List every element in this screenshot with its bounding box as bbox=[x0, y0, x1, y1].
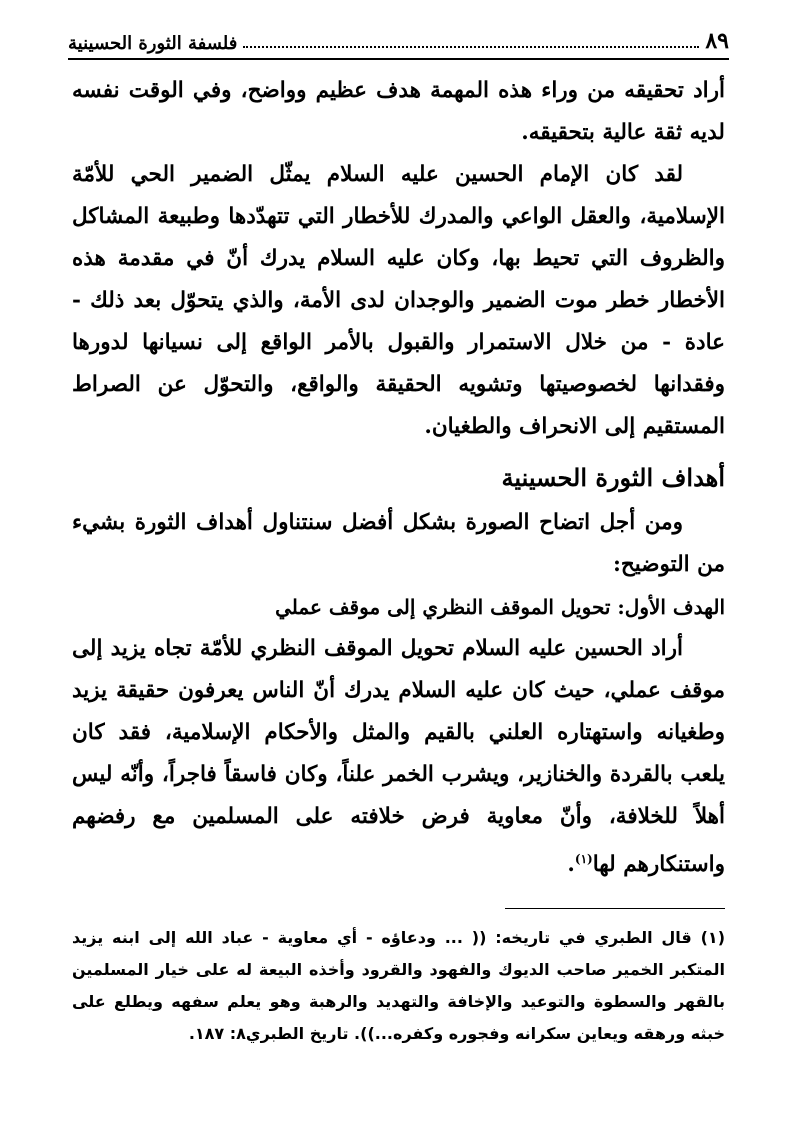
page-body bbox=[72, 70, 725, 886]
footnote-marker: (١) bbox=[574, 852, 593, 866]
subsection-heading: الهدف الأول: تحويل الموقف النظري إلى موقف عملي bbox=[275, 595, 725, 619]
paragraph-continuation: أراد تحقيقه من وراء هذه المهمة هدف عظيم وواضح، وفي الوقت نفسه لديه ثقة عالية بتحقيقه. bbox=[72, 78, 725, 145]
section-heading: أهداف الثورة الحسينية bbox=[501, 463, 725, 492]
page-header bbox=[68, 28, 729, 60]
header-leader-dots bbox=[243, 46, 699, 48]
footnote-separator bbox=[505, 908, 725, 909]
paragraph-first-goal-text: أراد الحسين عليه السلام تحويل الموقف النظري للأمّة تجاه يزيد إلى موقف عملي، حيث كان عليه السلام يدرك أنّ الناس يعرفون حقيقة يزيد وطغيانه واستهتاره العلني بالقيم والمثل والأحكام الإسلامية، فقد كان يلعب بالقردة والخنازير، ويشرب الخمر علناً، وكان فاسقاً فاجراً، وأنّه ليس أهلاً للخلافة، وأنّ معاوية فرض خلافته على المسلمين مع رفضهم واستنكارهم لها bbox=[72, 636, 725, 878]
paragraph-end-dot: . bbox=[567, 852, 575, 878]
running-title: فلسفة الثورة الحسينية bbox=[68, 33, 238, 54]
paragraph-first-goal bbox=[72, 628, 725, 886]
paragraph-intro-goals: ومن أجل اتضاح الصورة بشكل أفضل سنتناول أهداف الثورة بشيء من التوضيح: bbox=[72, 510, 725, 577]
footnote: (١) قال الطبري في تاريخه: (( ... ودعاؤه - أي معاوية - عباد الله إلى ابنه يزيد المتكبر الخمير صاحب الديوك والفهود والقرود وأخذه البيعة له على خيار المسلمين بالقهر والسطوة والتوعيد والإخافة والتهديد والرهبة وهو يعلم سفهه ويطلع على خبثه ورهقه ويعاين سكرانه وفجوره وكفره...)). تاريخ الطبري٨: ١٨٧. bbox=[72, 928, 725, 1043]
page-number: ٨٩ bbox=[705, 28, 729, 54]
paragraph-imam-conscience: لقد كان الإمام الحسين عليه السلام يمثّل الضمير الحي للأمّة الإسلامية، والعقل الواعي والمدرك للأخطار التي تتهدّدها وطبيعة المشاكل والظروف التي تحيط بها، وكان عليه السلام يدرك أنّ في مقدمة هذه الأخطار خطر موت الضمير والوجدان لدى الأمة، والذي يتحوّل بعد ذلك - عادة - من خلال الاستمرار والقبول بالأمر الواقع إلى نسيانها لدورها وفقدانها لخصوصيتها وتشويه الحقيقة والواقع، والتحوّل عن الصراط المستقيم إلى الانحراف والطغيان. bbox=[72, 162, 725, 439]
